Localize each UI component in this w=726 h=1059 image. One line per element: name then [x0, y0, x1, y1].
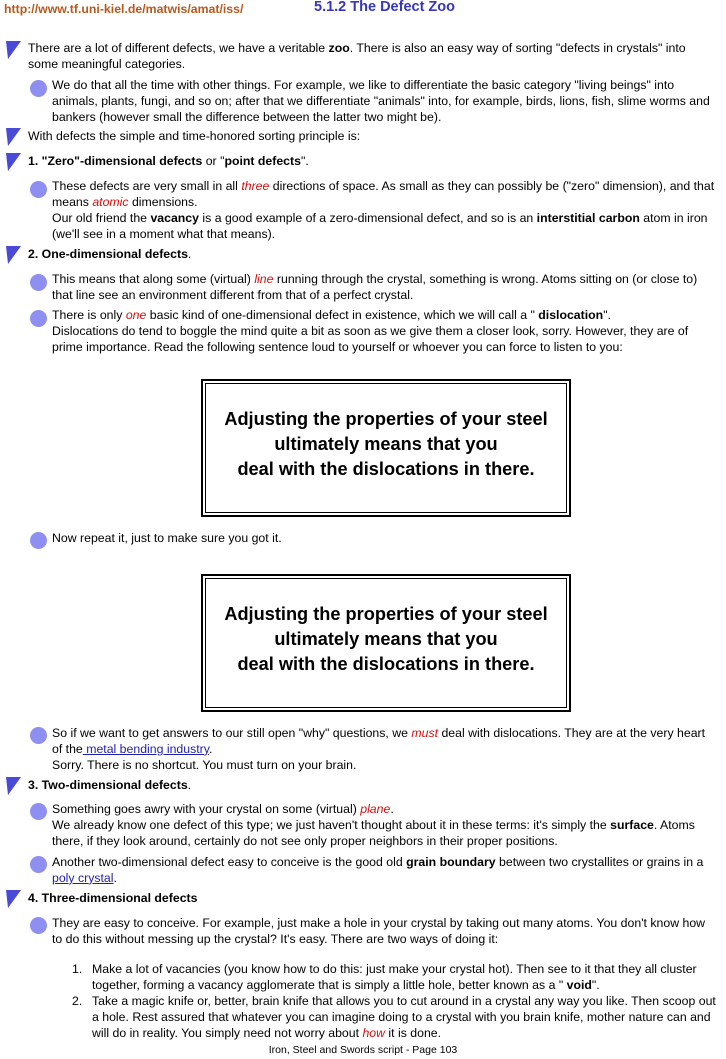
text-span: We already know one defect of this type; we just haven't thought about it in these terms: it's simply the	[52, 817, 611, 832]
repeat-paragraph	[52, 531, 718, 547]
quote-line: deal with the dislocations in there.	[237, 654, 535, 674]
living-beings-paragraph	[52, 78, 718, 126]
text-span: between two crystallites or grains in a	[495, 855, 704, 869]
quote-line: Adjusting the properties of your steel	[224, 604, 548, 624]
bullet-dot-icon	[30, 803, 47, 820]
one-dim-heading	[28, 247, 718, 263]
list-item-void	[92, 962, 718, 994]
quote-line: deal with the dislocations in there.	[237, 459, 535, 479]
text-span: ".	[603, 308, 611, 322]
quote-text	[203, 602, 569, 677]
sorting-principle-paragraph	[28, 129, 718, 145]
poly-crystal-link[interactable]: poly crystal	[52, 870, 114, 885]
section-triangle-icon	[5, 152, 22, 172]
text-span: Take a magic knife or, better, brain knife that allows you to cut around in a crystal any way you like. Then scoop out a hole. Rest assured that whatever you can imagine doing to a crystal with you brain knife, mother nature can and will do in reality. You simply need not worry about	[92, 994, 716, 1040]
text-span: ".	[591, 977, 600, 992]
text-span: . Atoms there, if they look around, certainly do not see only proper neighbors in their proper positions.	[52, 817, 695, 848]
text-bold: grain boundary	[406, 855, 496, 869]
text-bold: surface	[610, 817, 654, 832]
emphasis-text: three	[241, 179, 270, 193]
page-footer: Iron, Steel and Swords script - Page 103	[268, 1044, 458, 1056]
text-span: Dislocations do tend to boggle the mind quite a bit as soon as we give them a closer look, sorry. However, they are of prime importance. Read the following sentence loud to yourself or whoever you can force to listen to you:	[52, 323, 689, 354]
text-span: ".	[300, 154, 309, 168]
plane-paragraph	[52, 802, 718, 850]
heading-text: 4. Three-dimensional defects	[28, 891, 198, 905]
bullet-dot-icon	[30, 274, 47, 291]
text-span: This means that along some (virtual)	[52, 272, 255, 286]
quote-line: ultimately means that you	[274, 629, 498, 649]
text-bold: dislocation	[538, 308, 604, 322]
bullet-dot-icon	[30, 310, 47, 327]
text-span: deal with dislocations. They are at the very heart of the	[52, 726, 706, 756]
bullet-dot-icon	[30, 856, 47, 873]
bullet-dot-icon	[30, 181, 47, 198]
metal-bending-link[interactable]: metal bending industry	[82, 741, 210, 756]
text-bold: vacancy	[150, 210, 199, 225]
text-span: dimensions.	[128, 194, 198, 209]
quote-line: ultimately means that you	[274, 434, 498, 454]
emphasis-text: plane	[360, 802, 391, 816]
heading-text: 1. "Zero"-dimensional defects	[28, 154, 203, 168]
two-dim-heading	[28, 778, 718, 794]
emphasis-text: line	[254, 272, 274, 286]
text-span: .	[390, 802, 394, 816]
text-span: basic kind of one-dimensional defect in existence, which we will call a "	[146, 308, 539, 322]
text-span: There are a lot of different defects, we have a veritable	[28, 41, 329, 55]
quote-box	[201, 379, 571, 517]
emphasis-text: atomic	[92, 194, 129, 209]
text-span: .	[187, 247, 192, 261]
text-span: running through the crystal, something is wrong. Atoms sitting on (or close to) that line see an environment different from that of a perfect crystal.	[52, 272, 698, 302]
text-span: So if we want to get answers to our still open "why" questions, we	[52, 726, 412, 740]
emphasis-text: must	[411, 726, 439, 740]
text-span: .	[113, 870, 117, 885]
section-triangle-icon	[5, 40, 22, 60]
text-span: With defects the simple and time-honored sorting principle is:	[28, 129, 361, 143]
why-paragraph	[52, 726, 718, 774]
text-span: . There is also an easy way of sorting "defects in crystals" into some meaningful categories.	[28, 41, 686, 71]
text-span: Another two-dimensional defect easy to conceive is the good old	[52, 855, 407, 869]
zero-dim-paragraph	[52, 179, 718, 243]
dislocation-paragraph	[52, 308, 718, 356]
page-title: 5.1.2 The Defect Zoo	[314, 0, 456, 15]
heading-text: point defects	[224, 154, 301, 168]
text-span: or "	[202, 154, 225, 168]
text-span: is a good example of a zero-dimensional defect, and so is an	[198, 210, 537, 225]
text-span: They are easy to conceive. For example, just make a hole in your crystal by taking out many atoms. You don't know how to do this without messing up the crystal? It's easy. There are two ways of doing it:	[52, 916, 706, 946]
bullet-dot-icon	[30, 917, 47, 934]
text-span: We do that all the time with other things. For example, we like to differentiate the basic category "living beings" into animals, plants, fungi, and so on; after that we differentiate "animals" into, for example, birds, lions, fish, slime worms and bankers (however small the difference between the latter two might be).	[52, 78, 710, 124]
text-span: Make a lot of vacancies (you know how to do this: just make your crystal hot). Then see to it that they all cluster together, forming a vacancy agglomerate that is simply a little hole, better known as a "	[92, 962, 697, 992]
text-span: atom in iron (we'll see in a moment what that means).	[52, 210, 708, 241]
section-triangle-icon	[5, 776, 22, 796]
text-span: Our old friend the	[52, 210, 151, 225]
list-number: 1.	[72, 962, 83, 976]
quote-text	[203, 407, 569, 482]
intro-paragraph	[28, 41, 718, 73]
text-bold: zoo	[328, 41, 350, 55]
bullet-dot-icon	[30, 727, 47, 744]
hole-paragraph	[52, 916, 718, 948]
section-triangle-icon	[5, 889, 22, 909]
text-span: These defects are very small in all	[52, 179, 242, 193]
section-triangle-icon	[5, 245, 22, 265]
section-triangle-icon	[5, 127, 22, 147]
text-span: .	[187, 778, 192, 792]
quote-line: Adjusting the properties of your steel	[224, 409, 548, 429]
text-span: Now repeat it, just to make sure you got it.	[52, 531, 282, 545]
emphasis-text: how	[362, 1025, 386, 1040]
list-item-brain-knife	[92, 994, 718, 1042]
text-span: .	[209, 741, 213, 756]
text-span: directions of space. As small as they can possibly be ("zero" dimension), and that means	[52, 179, 715, 209]
text-span: There is only	[52, 308, 126, 322]
quote-box	[201, 574, 571, 712]
bullet-dot-icon	[30, 80, 47, 97]
emphasis-text: one	[125, 308, 147, 322]
heading-text: 3. Two-dimensional defects	[28, 778, 188, 792]
list-number: 2.	[72, 994, 83, 1008]
zero-dim-heading	[28, 154, 718, 170]
grain-boundary-paragraph	[52, 855, 718, 887]
source-url-link[interactable]: http://www.tf.uni-kiel.de/matwis/amat/iss/	[4, 2, 244, 16]
bullet-dot-icon	[30, 532, 47, 549]
page-header	[0, 0, 726, 17]
one-dim-line-paragraph	[52, 272, 718, 304]
text-bold: interstitial carbon	[536, 210, 640, 225]
three-dim-heading	[28, 891, 718, 907]
text-span: Sorry. There is no shortcut. You must turn on your brain.	[52, 757, 357, 772]
text-span: it is done.	[385, 1025, 442, 1040]
text-span: Something goes awry with your crystal on some (virtual)	[52, 802, 361, 816]
text-bold: void	[566, 977, 592, 992]
heading-text: 2. One-dimensional defects	[28, 247, 188, 261]
